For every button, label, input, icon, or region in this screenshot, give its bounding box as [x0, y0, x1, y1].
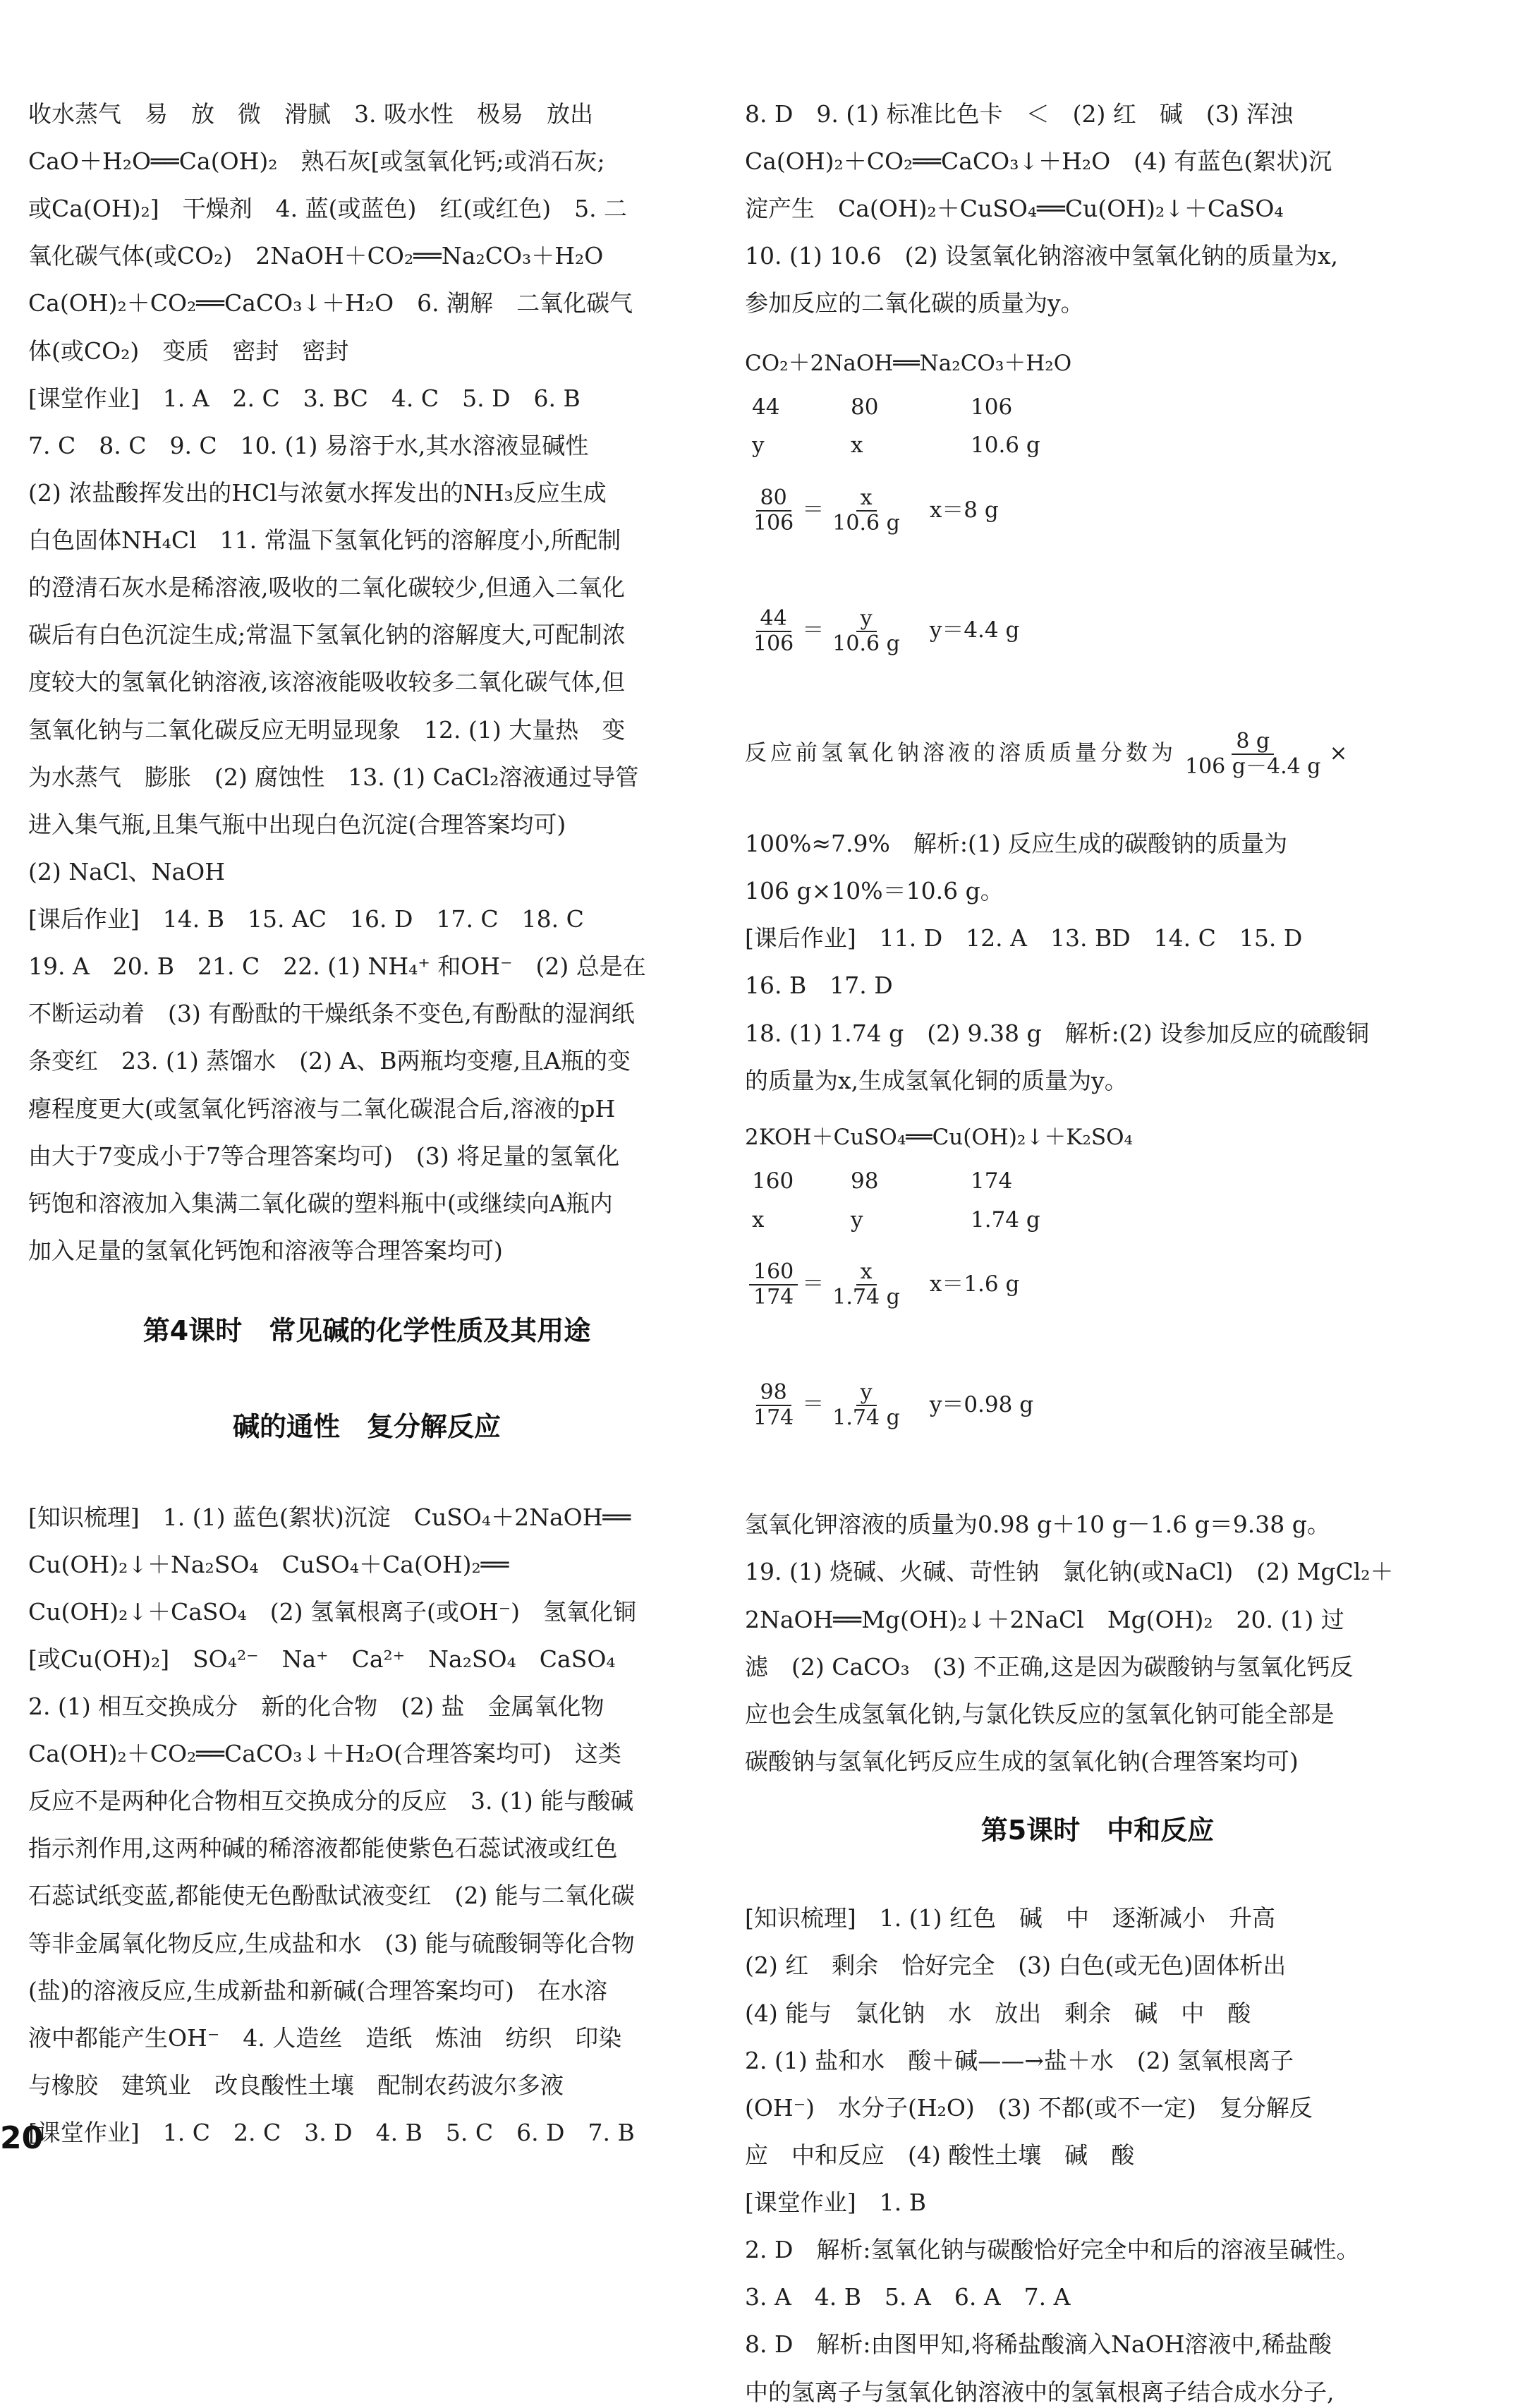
- text-line: (2) 红 剩余 恰好完全 (3) 白色(或无色)固体析出: [745, 1952, 1287, 1980]
- fraction-numerator: y: [856, 607, 877, 632]
- text-line: 淀产生 Ca(OH)₂＋CuSO₄══Cu(OH)₂↓＋CaSO₄: [745, 195, 1284, 223]
- text-line: [课后作业] 14. B 15. AC 16. D 17. C 18. C: [28, 905, 584, 933]
- text-line: 瘪程度更大(或氢氧化钙溶液与二氧化碳混合后,溶液的pH: [28, 1094, 616, 1123]
- ratio-result: y＝0.98 g: [929, 1391, 1034, 1417]
- equation-row-var: 1.74 g: [971, 1206, 1040, 1233]
- text-line: 进入集气瓶,且集气瓶中出现白色沉淀(合理答案均可): [28, 810, 566, 838]
- text-line: 条变红 23. (1) 蒸馏水 (2) A、B两瓶均变瘪,且A瓶的变: [28, 1047, 631, 1075]
- equation-row-var: x: [752, 1206, 765, 1233]
- text-line: 不断运动着 (3) 有酚酞的干燥纸条不变色,有酚酞的湿润纸: [28, 1000, 635, 1028]
- fraction-numerator: 80: [756, 486, 791, 512]
- text-line: 等非金属氧化物反应,生成盐和水 (3) 能与硫酸铜等化合物: [28, 1929, 635, 1957]
- text-line: 氢氧化钠与二氧化碳反应无明显现象 12. (1) 大量热 变: [28, 715, 626, 744]
- text-line: 的澄清石灰水是稀溶液,吸收的二氧化碳较少,但通入二氧化: [28, 574, 625, 602]
- text-line: 中的氢离子与氢氧化钠溶液中的氢氧根离子结合成水分子,: [745, 2378, 1335, 2406]
- text-line: 100%≈7.9% 解析:(1) 反应生成的碳酸钠的质量为: [745, 830, 1288, 858]
- equation-row-mass: 44: [752, 394, 780, 421]
- lesson-subheading-4: 碱的通性 复分解反应: [232, 1410, 501, 1442]
- text-line: 滤 (2) CaCO₃ (3) 不正确,这是因为碳酸钠与氢氧化钙反: [745, 1652, 1354, 1681]
- fraction-denominator: 106 g－4.4 g: [1185, 754, 1321, 780]
- text-line: 体(或CO₂) 变质 密封 密封: [28, 337, 349, 365]
- page-number: 20: [0, 2120, 44, 2156]
- text-line: [课堂作业] 1. B: [745, 2189, 926, 2217]
- fraction-numerator: x: [856, 486, 877, 512]
- text-line: (2) NaCl、NaOH: [28, 857, 225, 885]
- equation: CO₂＋2NaOH══Na₂CO₃＋H₂O: [745, 351, 1072, 377]
- text-line: 液中都能产生OH⁻ 4. 人造丝 造纸 炼油 纺织 印染: [28, 2023, 622, 2052]
- text-line: 19. A 20. B 21. C 22. (1) NH₄⁺ 和OH⁻ (2) 总是在: [28, 952, 646, 981]
- text-line: 氢氧化钾溶液的质量为0.98 g＋10 g－1.6 g＝9.38 g。: [745, 1511, 1330, 1539]
- text-line: 或Ca(OH)₂] 干燥剂 4. 蓝(或蓝色) 红(或红色) 5. 二: [28, 195, 628, 223]
- equation-row-mass: 98: [851, 1168, 879, 1194]
- fraction-numerator: 160: [749, 1260, 798, 1285]
- text-line: 钙饱和溶液加入集满二氧化碳的塑料瓶中(或继续向A瓶内: [28, 1189, 613, 1217]
- text-line: 19. (1) 烧碱、火碱、苛性钠 氯化钠(或NaCl) (2) MgCl₂＋: [745, 1558, 1394, 1586]
- lesson-heading-5: 第5课时 中和反应: [980, 1815, 1215, 1846]
- text-line: [或Cu(OH)₂] SO₄²⁻ Na⁺ Ca²⁺ Na₂SO₄ CaSO₄: [28, 1645, 616, 1673]
- equation-row-var: y: [752, 432, 765, 459]
- fraction-denominator: 174: [753, 1405, 794, 1430]
- fraction-denominator: 174: [753, 1285, 794, 1310]
- text-line: Cu(OH)₂↓＋CaSO₄ (2) 氢氧根离子(或OH⁻) 氢氧化铜: [28, 1597, 637, 1626]
- ratio-result: x＝8 g: [929, 497, 999, 523]
- fraction-denominator: 10.6 g: [832, 511, 900, 536]
- text-line: 参加反应的二氧化碳的质量为y。: [745, 289, 1084, 317]
- text-line: 2. (1) 盐和水 酸＋碱——→盐＋水 (2) 氢氧根离子: [745, 2046, 1294, 2074]
- text-line: [课后作业] 11. D 12. A 13. BD 14. C 15. D: [745, 924, 1303, 952]
- fraction-numerator: y: [856, 1381, 877, 1406]
- text-line: 16. B 17. D: [745, 972, 893, 1000]
- mass-fraction-line: [745, 730, 1347, 779]
- text-line: [课堂作业] 1. C 2. C 3. D 4. B 5. C 6. D 7. B: [28, 2119, 635, 2147]
- text-line: 应 中和反应 (4) 酸性土壤 碱 酸: [745, 2141, 1135, 2169]
- ratio-result: y＝4.4 g: [929, 617, 1020, 643]
- text-line: 白色固体NH₄Cl 11. 常温下氢氧化钙的溶解度小,所配制: [28, 526, 621, 555]
- text-line: Cu(OH)₂↓＋Na₂SO₄ CuSO₄＋Ca(OH)₂══: [28, 1550, 509, 1578]
- equation-row-mass: 174: [971, 1168, 1013, 1194]
- text-line: 石蕊试纸变蓝,都能使无色酚酞试液变红 (2) 能与二氧化碳: [28, 1882, 635, 1910]
- text-line: 的质量为x,生成氢氧化铜的质量为y。: [745, 1066, 1128, 1094]
- text-line: [课堂作业] 1. A 2. C 3. BC 4. C 5. D 6. B: [28, 384, 581, 412]
- text-line: 2NaOH══Mg(OH)₂↓＋2NaCl Mg(OH)₂ 20. (1) 过: [745, 1605, 1344, 1633]
- text-line: 10. (1) 10.6 (2) 设氢氧化钠溶液中氢氧化钠的质量为x,: [745, 242, 1339, 270]
- equation-row-var: y: [851, 1206, 863, 1233]
- fraction-numerator: 98: [756, 1381, 791, 1406]
- ratio-equation: [745, 607, 1019, 656]
- text-line: Ca(OH)₂＋CO₂══CaCO₃↓＋H₂O (4) 有蓝色(絮状)沉: [745, 147, 1332, 176]
- text-line: 8. D 9. (1) 标准比色卡 ＜ (2) 红 碱 (3) 浑浊: [745, 100, 1294, 128]
- text-line: (2) 浓盐酸挥发出的HCl与浓氨水挥发出的NH₃反应生成: [28, 478, 607, 507]
- fraction-numerator: 44: [756, 607, 791, 632]
- text-line: 反应不是两种化合物相互交换成分的反应 3. (1) 能与酸碱: [28, 1787, 634, 1815]
- text-line: 18. (1) 1.74 g (2) 9.38 g 解析:(2) 设参加反应的硫酸铜: [745, 1019, 1369, 1047]
- ratio-equation: [745, 1381, 1033, 1430]
- text-line: [知识梳理] 1. (1) 蓝色(絮状)沉淀 CuSO₄＋2NaOH══: [28, 1503, 631, 1531]
- equation-row-var: 10.6 g: [971, 432, 1040, 459]
- text-line: 为水蒸气 膨胀 (2) 腐蚀性 13. (1) CaCl₂溶液通过导管: [28, 763, 639, 791]
- text-line: 由大于7变成小于7等合理答案均可) (3) 将足量的氢氧化: [28, 1142, 620, 1170]
- fraction-denominator: 1.74 g: [832, 1405, 900, 1430]
- mass-fraction-text: 反应前氢氧化钠溶液的溶质质量分数为: [745, 740, 1177, 766]
- fraction-denominator: 106: [753, 631, 794, 656]
- text-line: 碳后有白色沉淀生成;常温下氢氧化钠的溶解度大,可配制浓: [28, 621, 626, 649]
- text-line: [知识梳理] 1. (1) 红色 碱 中 逐渐减小 升高: [745, 1904, 1275, 1932]
- text-line: 2. D 解析:氢氧化钠与碳酸恰好完全中和后的溶液呈碱性。: [745, 2236, 1360, 2264]
- equals-sign: ＝: [802, 497, 825, 523]
- equation-row-mass: 80: [851, 394, 879, 421]
- equation-row-var: x: [851, 432, 863, 459]
- text-line: Ca(OH)₂＋CO₂══CaCO₃↓＋H₂O(合理答案均可) 这类: [28, 1740, 621, 1768]
- text-line: Ca(OH)₂＋CO₂══CaCO₃↓＋H₂O 6. 潮解 二氧化碳气: [28, 289, 633, 317]
- ratio-equation: [745, 1260, 1019, 1309]
- text-line: 106 g×10%＝10.6 g。: [745, 877, 1004, 905]
- text-line: 3. A 4. B 5. A 6. A 7. A: [745, 2283, 1071, 2311]
- equation-row-mass: 160: [752, 1168, 794, 1194]
- text-line: 度较大的氢氧化钠溶液,该溶液能吸收较多二氧化碳气体,但: [28, 668, 625, 696]
- text-line: CaO＋H₂O══Ca(OH)₂ 熟石灰[或氢氧化钙;或消石灰;: [28, 147, 605, 176]
- text-line: (OH⁻) 水分子(H₂O) (3) 不都(或不一定) 复分解反: [745, 2093, 1313, 2122]
- equation: 2KOH＋CuSO₄══Cu(OH)₂↓＋K₂SO₄: [745, 1125, 1133, 1151]
- fraction-denominator: 1.74 g: [832, 1285, 900, 1310]
- ratio-equation: [745, 486, 999, 536]
- equals-sign: ＝: [802, 1391, 825, 1417]
- fraction-denominator: 10.6 g: [832, 631, 900, 656]
- text-line: 2. (1) 相互交换成分 新的化合物 (2) 盐 金属氧化物: [28, 1692, 604, 1720]
- equals-sign: ＝: [802, 1271, 825, 1297]
- text-line: (4) 能与 氯化钠 水 放出 剩余 碱 中 酸: [745, 1999, 1251, 2027]
- fraction-denominator: 106: [753, 511, 794, 536]
- text-line: 氧化碳气体(或CO₂) 2NaOH＋CO₂══Na₂CO₃＋H₂O: [28, 242, 604, 270]
- text-line: 碳酸钠与氢氧化钙反应生成的氢氧化钠(合理答案均可): [745, 1747, 1299, 1775]
- text-line: (盐)的溶液反应,生成新盐和新碱(合理答案均可) 在水溶: [28, 1976, 607, 2004]
- lesson-heading-4: 第4课时 常见碱的化学性质及其用途: [142, 1314, 591, 1346]
- text-line: 收水蒸气 易 放 微 滑腻 3. 吸水性 极易 放出: [28, 100, 593, 128]
- ratio-result: x＝1.6 g: [929, 1271, 1020, 1297]
- text-line: 指示剂作用,这两种碱的稀溶液都能使紫色石蕊试液或红色: [28, 1834, 618, 1863]
- equation-row-mass: 106: [971, 394, 1013, 421]
- text-line: 7. C 8. C 9. C 10. (1) 易溶于水,其水溶液显碱性: [28, 431, 589, 459]
- equals-sign: ＝: [802, 617, 825, 643]
- times-sign: ×: [1329, 740, 1348, 766]
- fraction-numerator: x: [856, 1260, 877, 1285]
- text-line: 加入足量的氢氧化钙饱和溶液等合理答案均可): [28, 1236, 503, 1264]
- text-line: 与橡胶 建筑业 改良酸性土壤 配制农药波尔多液: [28, 2071, 564, 2099]
- fraction-numerator: 8 g: [1232, 730, 1274, 755]
- text-line: 应也会生成氢氧化钠,与氯化铁反应的氢氧化钠可能全部是: [745, 1700, 1335, 1728]
- text-line: 8. D 解析:由图甲知,将稀盐酸滴入NaOH溶液中,稀盐酸: [745, 2330, 1332, 2359]
